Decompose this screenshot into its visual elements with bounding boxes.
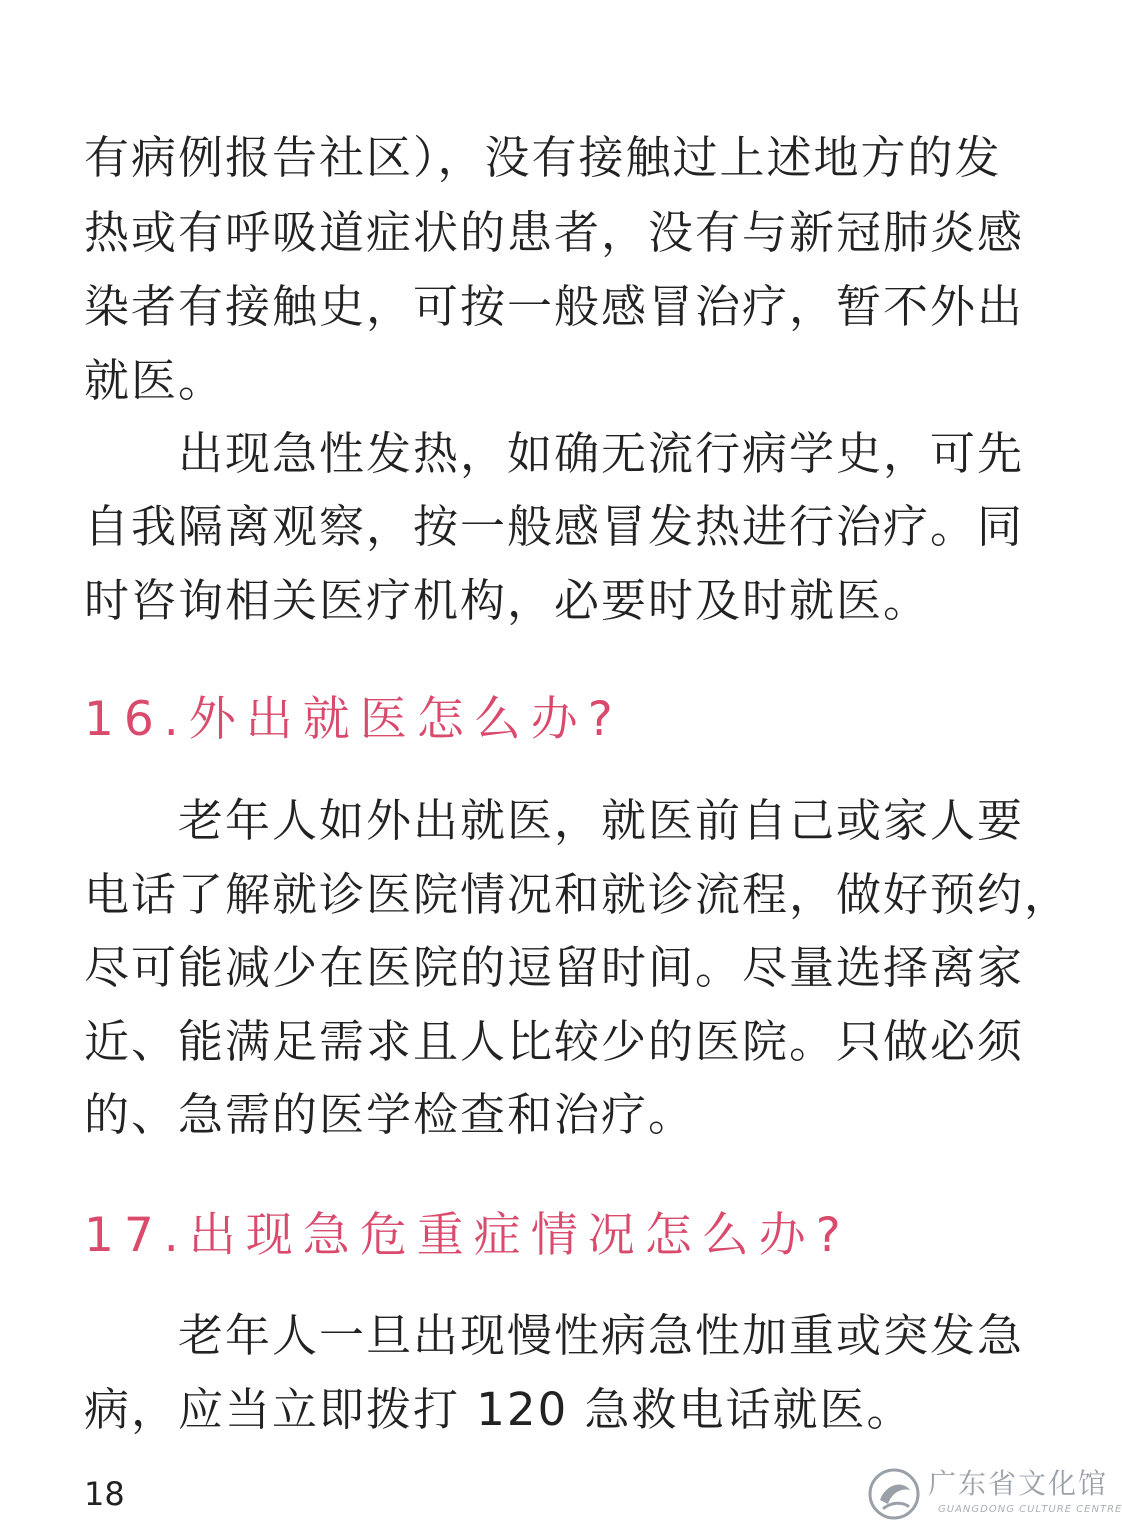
body-text-line: 老年人如外出就医，就医前自己或家人要 xyxy=(84,794,1025,847)
watermark-logo xyxy=(866,1464,1122,1530)
page-number: 18 xyxy=(84,1475,125,1513)
body-text-line: 的、急需的医学检查和治疗。 xyxy=(84,1088,696,1141)
logo-subtext: GUANGDONG CULTURE CENTRE xyxy=(938,1504,1122,1515)
body-text-line: 出现急性发热，如确无流行病学史，可先 xyxy=(84,427,1025,480)
body-text-line: 染者有接触史，可按一般感冒治疗，暂不外出 xyxy=(84,280,1025,333)
body-text-line: 自我隔离观察，按一般感冒发热进行治疗。同 xyxy=(84,500,1025,553)
body-text-line: 老年人一旦出现慢性病急性加重或突发急 xyxy=(84,1309,1025,1362)
body-text-line: 时咨询相关医疗机构，必要时及时就医。 xyxy=(84,574,931,627)
logo-text: 广东省文化馆 xyxy=(928,1467,1109,1500)
guangdong-culture-centre-logo-icon xyxy=(866,1466,922,1522)
body-text-line: 电话了解就诊医院情况和就诊流程，做好预约， xyxy=(84,868,1072,921)
body-text-line: 病，应当立即拨打 120 急救电话就医。 xyxy=(84,1383,914,1436)
section-16-heading: 16.外出就医怎么办? xyxy=(84,692,623,747)
body-text-line: 尽可能减少在医院的逗留时间。尽量选择离家 xyxy=(84,941,1025,994)
section-17-heading: 17.出现急危重症情况怎么办? xyxy=(84,1208,851,1263)
body-text-line: 就医。 xyxy=(84,354,226,407)
body-text-line: 有病例报告社区），没有接触过上述地方的发 xyxy=(84,131,1002,184)
body-text-line: 热或有呼吸道症状的患者，没有与新冠肺炎感 xyxy=(84,206,1025,259)
body-text-line: 近、能满足需求且人比较少的医院。只做必须 xyxy=(84,1015,1025,1068)
